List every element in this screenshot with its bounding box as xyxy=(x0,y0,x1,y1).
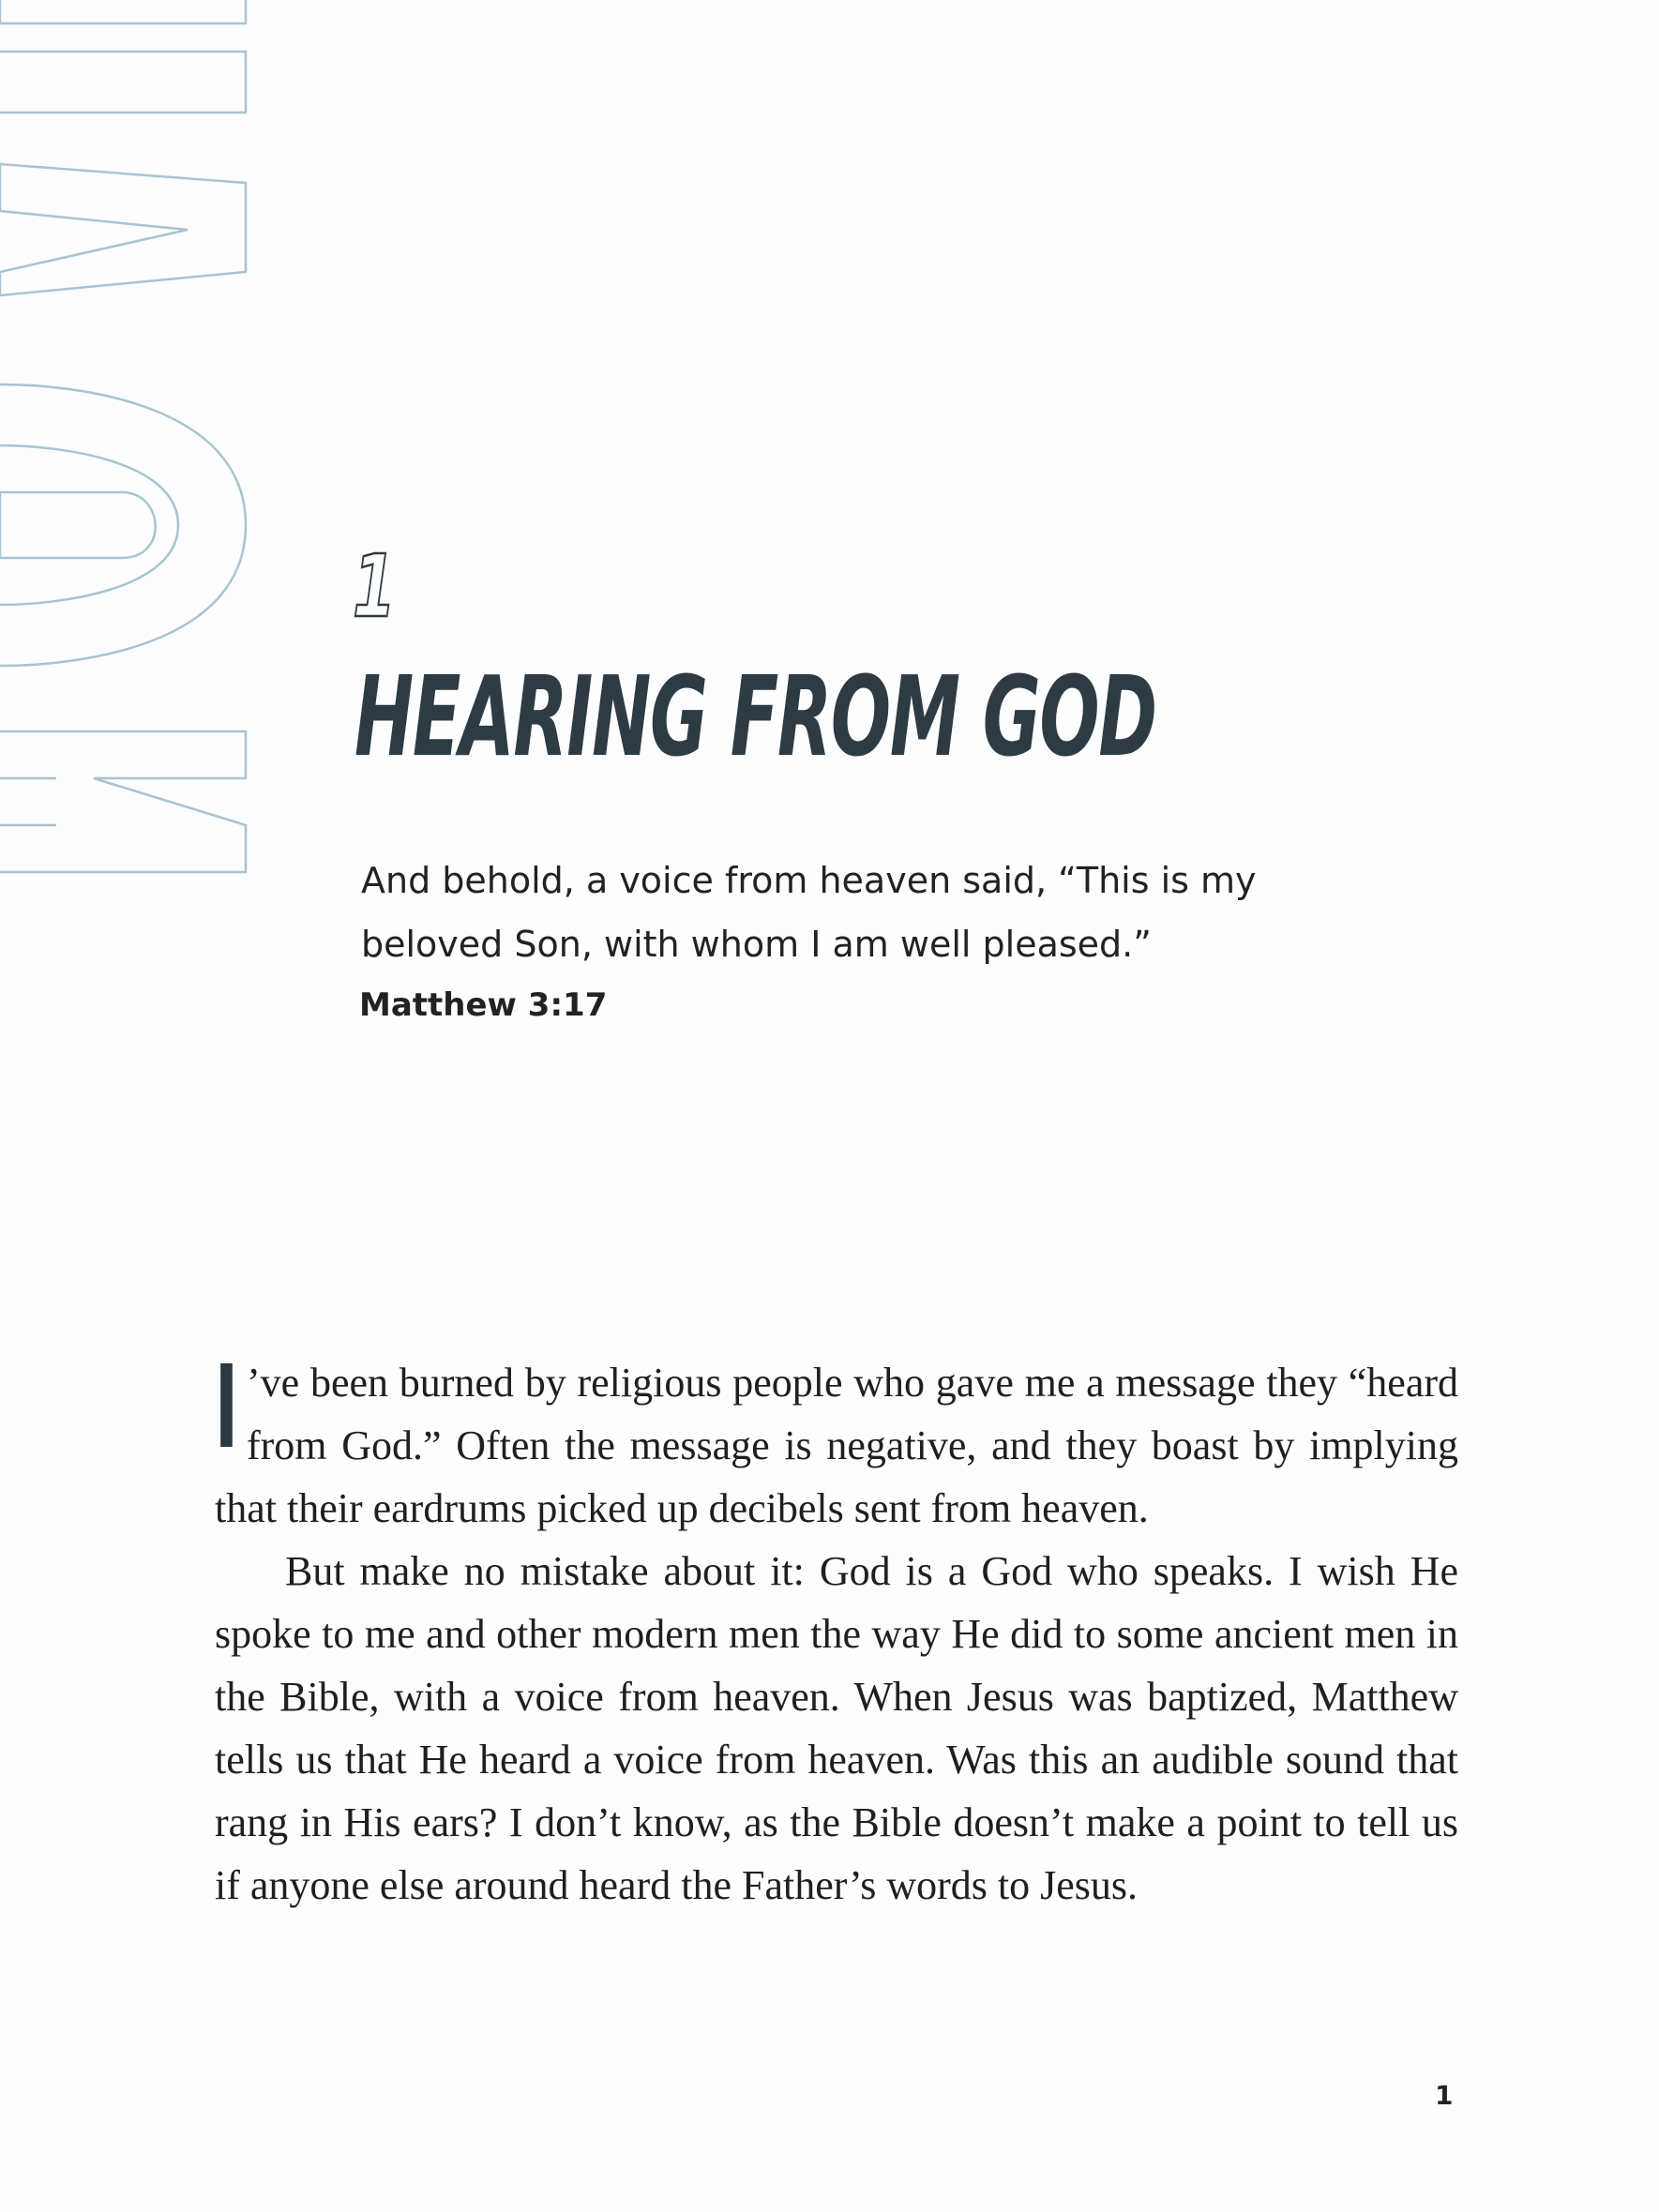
epigraph-quote: And behold, a voice from heaven said, “This is my beloved Son, with whom I am well pleased.” xyxy=(361,860,1257,965)
body-text xyxy=(215,1341,1458,1917)
paragraph-2: But make no mistake about it: God is a God who speaks. I wish He spoke to me and other modern men the way He did to some ancient men in the Bible, with a voice from heaven. When Jesus was baptized, Matthew tells us that He heard a voice from heaven. Was this an audible sound that rang in His ears? I don’t know, as the Bible doesn’t make a point to tell us if anyone else around heard the Father’s words to Jesus. xyxy=(215,1548,1458,1908)
epigraph-reference: Matthew 3:17 xyxy=(359,986,608,1024)
page-number: 1 xyxy=(1435,2080,1454,2111)
chapter-title: HEARING FROM GOD xyxy=(354,652,1156,781)
decorative-outlined-letters xyxy=(0,0,263,938)
paragraph-1-text: ’ve been burned by religious people who gave me a message they “heard from God.” Often the message is negative, and they boast by implying that their eardrums picked up decibels sent from heaven. xyxy=(215,1360,1458,1531)
chapter-number: 1 xyxy=(353,536,397,637)
drop-cap: I xyxy=(215,1341,238,1474)
paragraph-1 xyxy=(215,1341,1458,1540)
epigraph xyxy=(361,849,1346,1029)
